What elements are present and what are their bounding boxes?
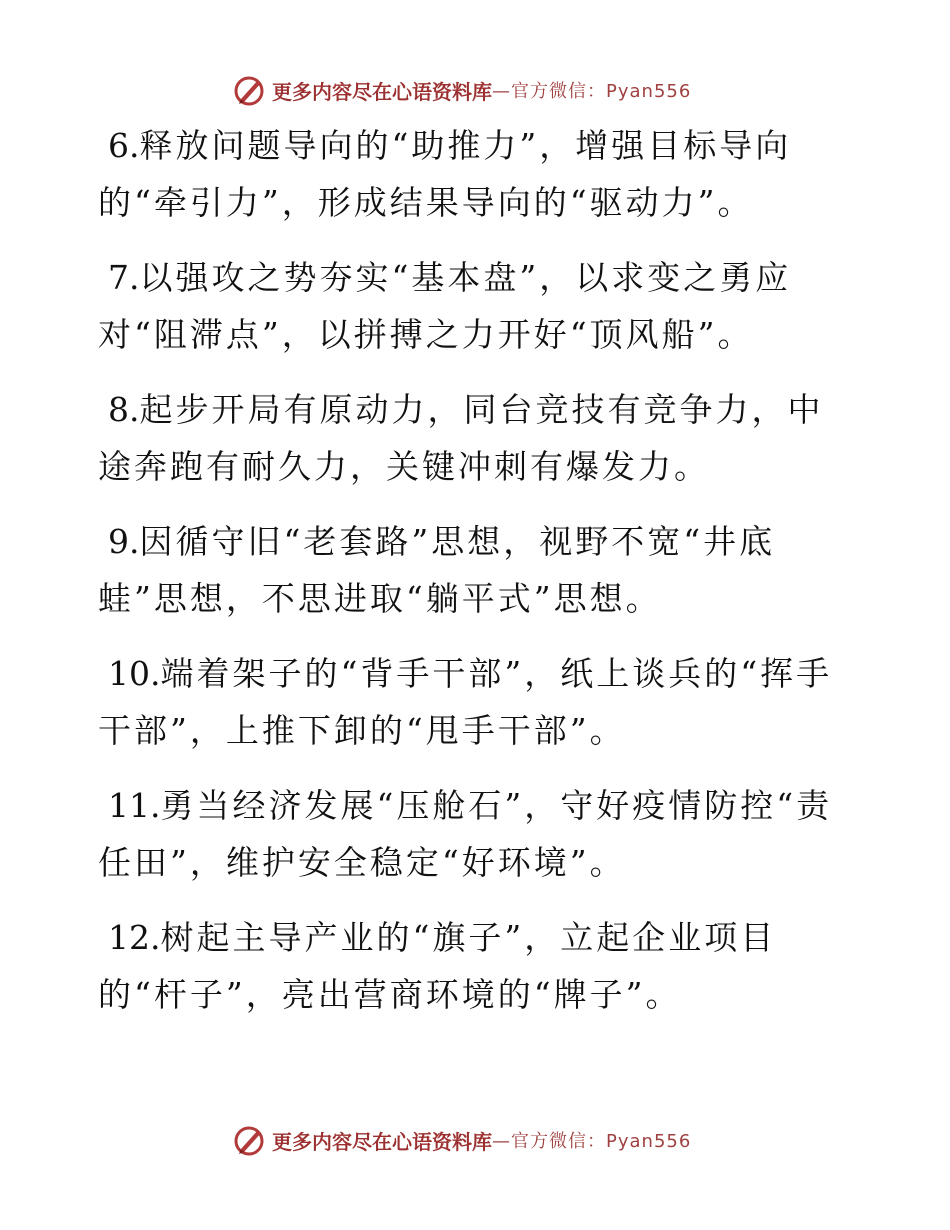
item-number: 8. <box>108 390 140 429</box>
list-item <box>98 909 858 1023</box>
list-item <box>98 777 858 891</box>
list-item <box>98 117 858 231</box>
header-brand-text: 更多内容尽在心语资料库 <box>272 79 492 104</box>
footer-contact-text: —官方微信：Pyan556 <box>492 1131 692 1152</box>
item-text: 树起主导产业的“旗子”，立起企业项目的“杆子”，亮出营商环境的“牌子”。 <box>98 918 777 1014</box>
item-number: 7. <box>108 258 140 297</box>
list-item <box>98 645 858 759</box>
document-body <box>98 117 858 1041</box>
list-item <box>98 381 858 495</box>
footer-banner <box>0 1122 950 1158</box>
header-contact-text: —官方微信：Pyan556 <box>492 81 692 102</box>
item-text: 勇当经济发展“压舱石”，守好疫情防控“责任田”，维护安全稳定“好环境”。 <box>98 786 833 882</box>
item-text: 以强攻之势夯实“基本盘”，以求变之勇应对“阻滞点”，以拼搏之力开好“顶风船”。 <box>98 258 792 354</box>
list-item <box>98 513 858 627</box>
item-text: 因循守旧“老套路”思想，视野不宽“井底蛙”思想，不思进取“躺平式”思想。 <box>98 522 776 618</box>
item-text: 释放问题导向的“助推力”，增强目标导向的“牵引力”，形成结果导向的“驱动力”。 <box>98 126 792 222</box>
item-text: 起步开局有原动力，同台竞技有竞争力，中途奔跑有耐久力，关键冲刺有爆发力。 <box>98 390 824 486</box>
header-banner <box>0 72 950 108</box>
item-text: 端着架子的“背手干部”，纸上谈兵的“挥手干部”，上推下卸的“甩手干部”。 <box>98 654 833 750</box>
item-number: 9. <box>108 522 140 561</box>
item-number: 11. <box>108 786 161 825</box>
item-number: 10. <box>108 654 161 693</box>
footer-brand-text: 更多内容尽在心语资料库 <box>272 1129 492 1154</box>
pen-logo-icon <box>232 1123 266 1157</box>
item-number: 6. <box>108 126 140 165</box>
pen-logo-icon <box>232 73 266 107</box>
list-item <box>98 249 858 363</box>
item-number: 12. <box>108 918 161 957</box>
